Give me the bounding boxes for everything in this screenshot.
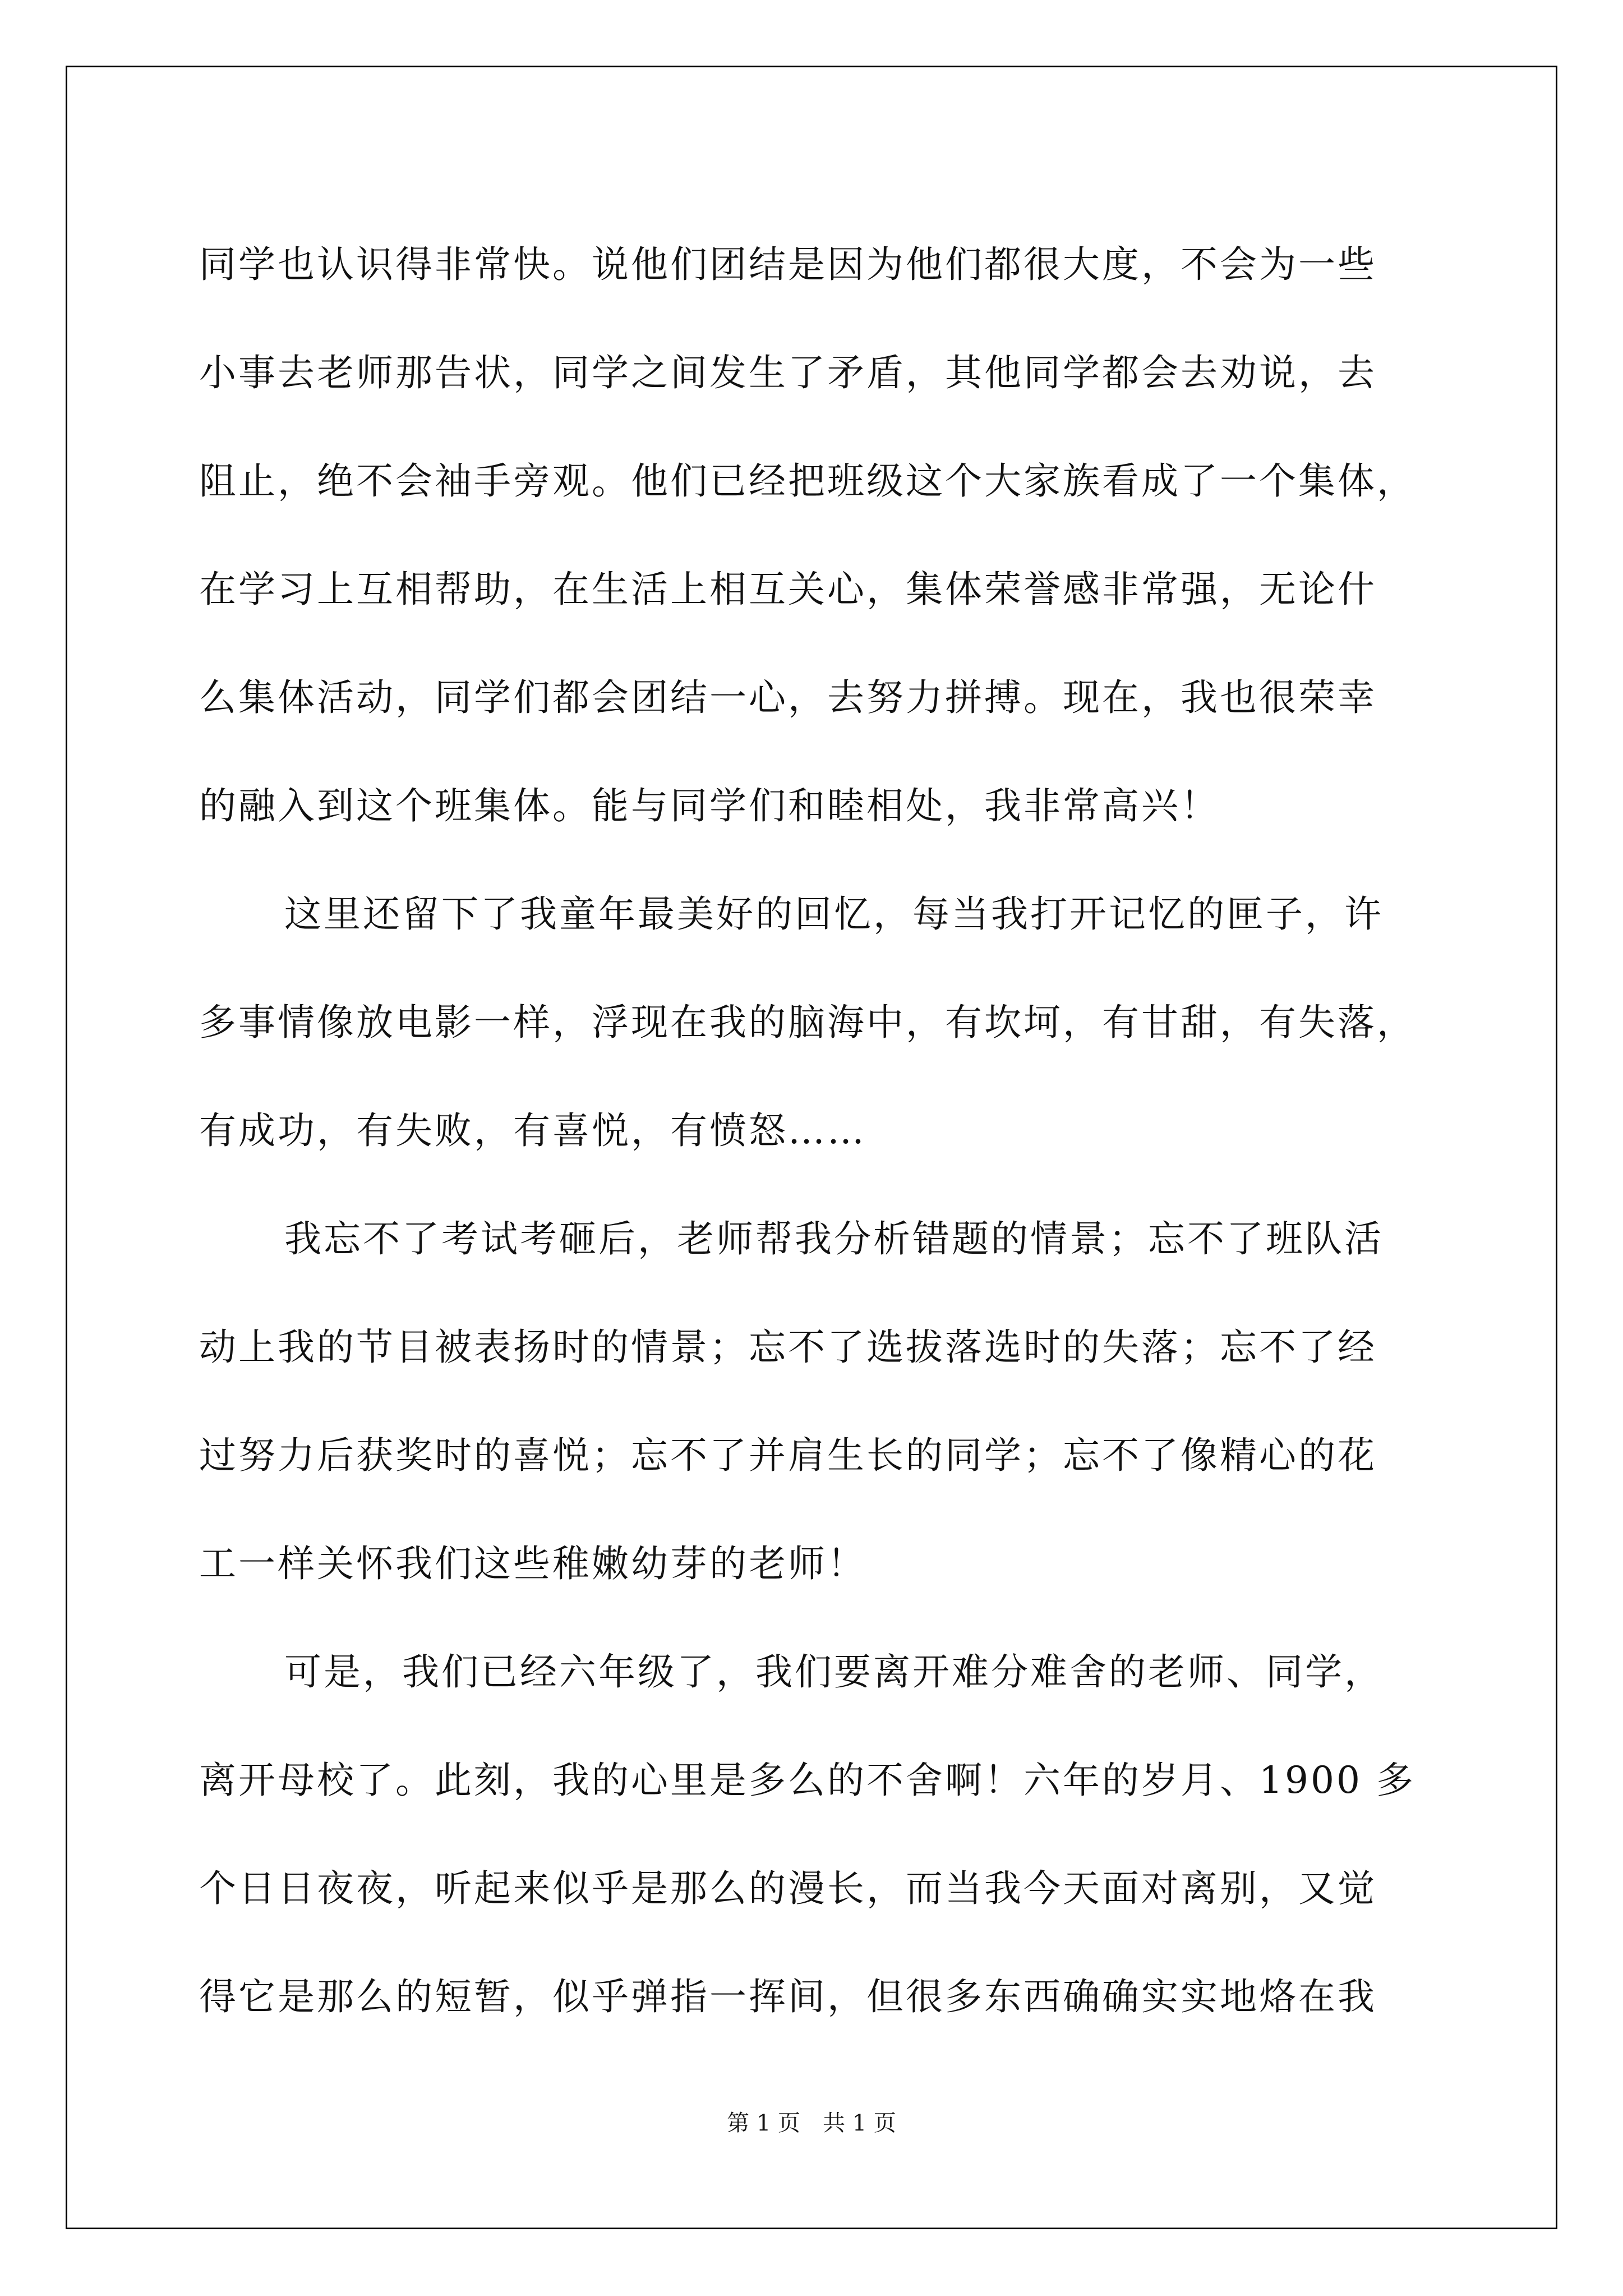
page-number-footer: 第 1 页 共 1 页 [727,2110,896,2136]
text-line: 我忘不了考试考砸后，老师帮我分析错题的情景；忘不了班队活 [284,1217,1384,1260]
text-line: 的融入到这个班集体。能与同学们和睦相处，我非常高兴！ [199,784,1220,827]
text-line: 阻止，绝不会袖手旁观。他们已经把班级这个大家族看成了一个集体， [199,459,1416,503]
text-line: 同学也认识得非常快。说他们团结是因为他们都很大度，不会为一些 [199,243,1377,286]
text-line: 可是，我们已经六年级了，我们要离开难分难舍的老师、同学， [284,1650,1384,1694]
document-body [199,210,1438,2051]
text-line: 过努力后获奖时的喜悦；忘不了并肩生长的同学；忘不了像精心的花 [199,1434,1377,1477]
text-line: 有成功，有失败，有喜悦，有愤怒…… [199,1109,866,1152]
text-line: 小事去老师那告状，同学之间发生了矛盾，其他同学都会去劝说，去 [199,351,1377,394]
text-line: 工一样关怀我们这些稚嫩幼芽的老师！ [199,1542,866,1585]
text-line: 在学习上互相帮助，在生活上相互关心，集体荣誉感非常强，无论什 [199,568,1377,611]
text-line: 动上我的节目被表扬时的情景；忘不了选拔落选时的失落；忘不了经 [199,1326,1377,1369]
text-line: 个日日夜夜，听起来似乎是那么的漫长，而当我今天面对离别，又觉 [199,1867,1377,1910]
text-line: 离开母校了。此刻，我的心里是多么的不舍啊！六年的岁月、1900 多 [199,1759,1415,1802]
text-line: 多事情像放电影一样，浮现在我的脑海中，有坎坷，有甘甜，有失落， [199,1001,1416,1044]
text-line: 这里还留下了我童年最美好的回忆，每当我打开记忆的匣子，许 [284,892,1384,936]
text-line: 么集体活动，同学们都会团结一心，去努力拼搏。现在，我也很荣幸 [199,676,1377,719]
text-line: 得它是那么的短暂，似乎弹指一挥间，但很多东西确确实实地烙在我 [199,1975,1377,2018]
